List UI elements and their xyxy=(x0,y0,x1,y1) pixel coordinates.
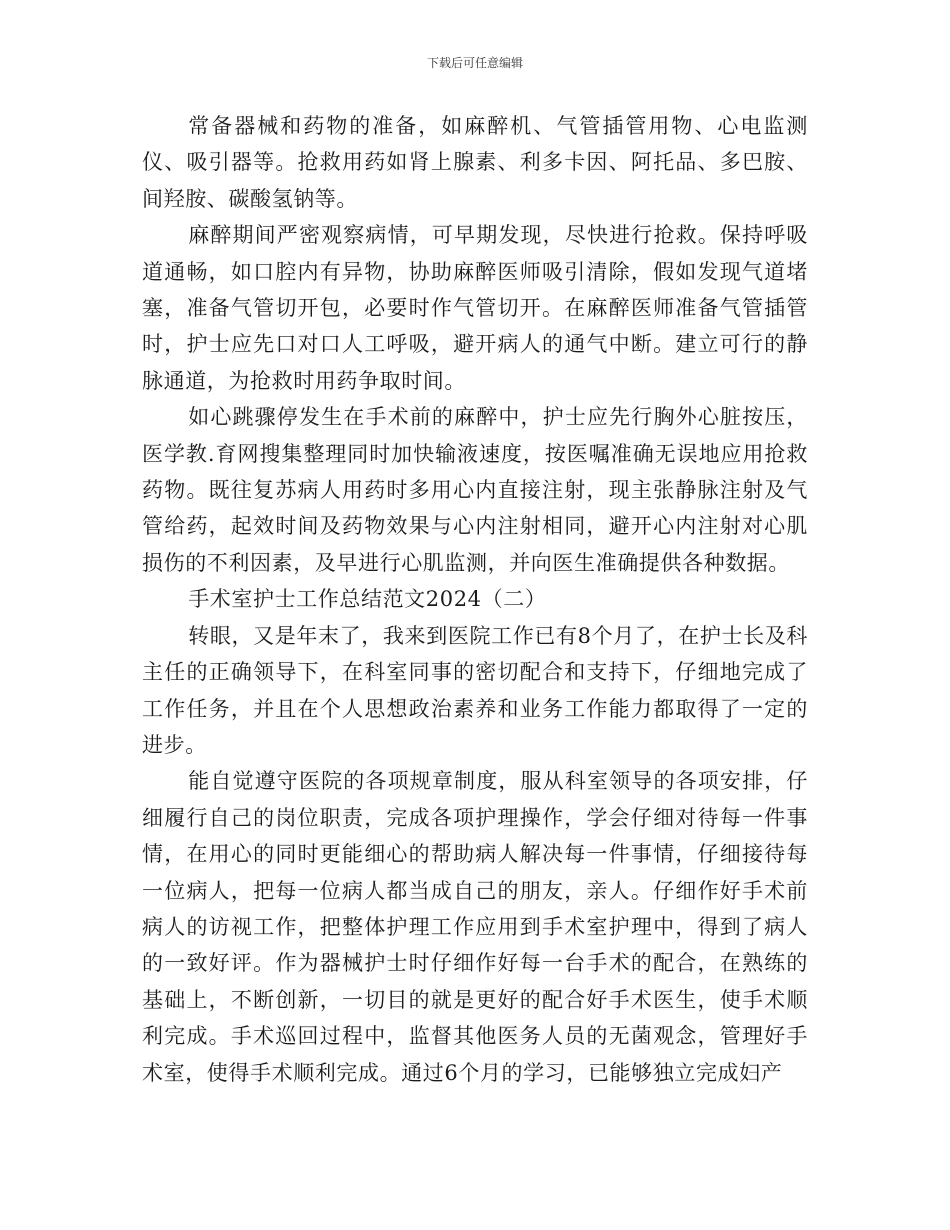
page-header: 下载后可任意编辑 xyxy=(426,56,523,70)
paragraph-cardiac-arrest: 如心跳骤停发生在手术前的麻醉中，护士应先行胸外心脏按压，医学教.育网搜集整理同时加快输液速度，按医嘱准确无误地应用抢救药物。既往复苏病人用药时多用心内直接注射，现主张静脉注射及气管给药，起效时间及药物效果与心内注射相同，避开心内注射对心肌损伤的不利因素，及早进行心肌监测，并向医生准确提供各种数据。 xyxy=(142,405,808,575)
paragraph-year-end: 转眼，又是年末了，我来到医院工作已有8个月了，在护士长及科主任的正确领导下，在科室同事的密切配合和支持下，仔细地完成了工作任务，并且在个人思想政治素养和业务工作能力都取得了一定的进步。 xyxy=(142,623,808,757)
paragraph-work-duties: 能自觉遵守医院的各项规章制度，服从科室领导的各项安排，仔细履行自己的岗位职责，完成各项护理操作，学会仔细对待每一件事情，在用心的同时更能细心的帮助病人解决每一件事情，仔细接待每一位病人，把每一位病人都当成自己的朋友，亲人。仔细作好手术前病人的访视工作，把整体护理工作应用到手术室护理中，得到了病人的一致好评。作为器械护士时仔细作好每一台手术的配合，在熟练的基础上，不断创新，一切目的就是更好的配合好手术医生，使手术顺利完成。手术巡回过程中，监督其他医务人员的无菌观念，管理好手术室，使得手术顺利完成。通过6个月的学习，已能够独立完成妇产 xyxy=(142,769,808,1085)
paragraph-anesthesia-observation: 麻醉期间严密观察病情，可早期发现，尽快进行抢救。保持呼吸道通畅，如口腔内有异物，协助麻醉医师吸引清除，假如发现气道堵塞，准备气管切开包，必要时作气管切开。在麻醉医师准备气管插管时，护士应先口对口人工呼吸，避开病人的通气中断。建立可行的静脉通道，为抢救时用药争取时间。 xyxy=(142,223,808,393)
section-heading: 手术室护士工作总结范文2024（二） xyxy=(188,587,547,612)
document-body xyxy=(142,108,808,1091)
paragraph-equipment-preparation: 常备器械和药物的准备，如麻醉机、气管插管用物、心电监测仪、吸引器等。抢救用药如肾上腺素、利多卡因、阿托品、多巴胺、间羟胺、碳酸氢钠等。 xyxy=(142,114,808,211)
